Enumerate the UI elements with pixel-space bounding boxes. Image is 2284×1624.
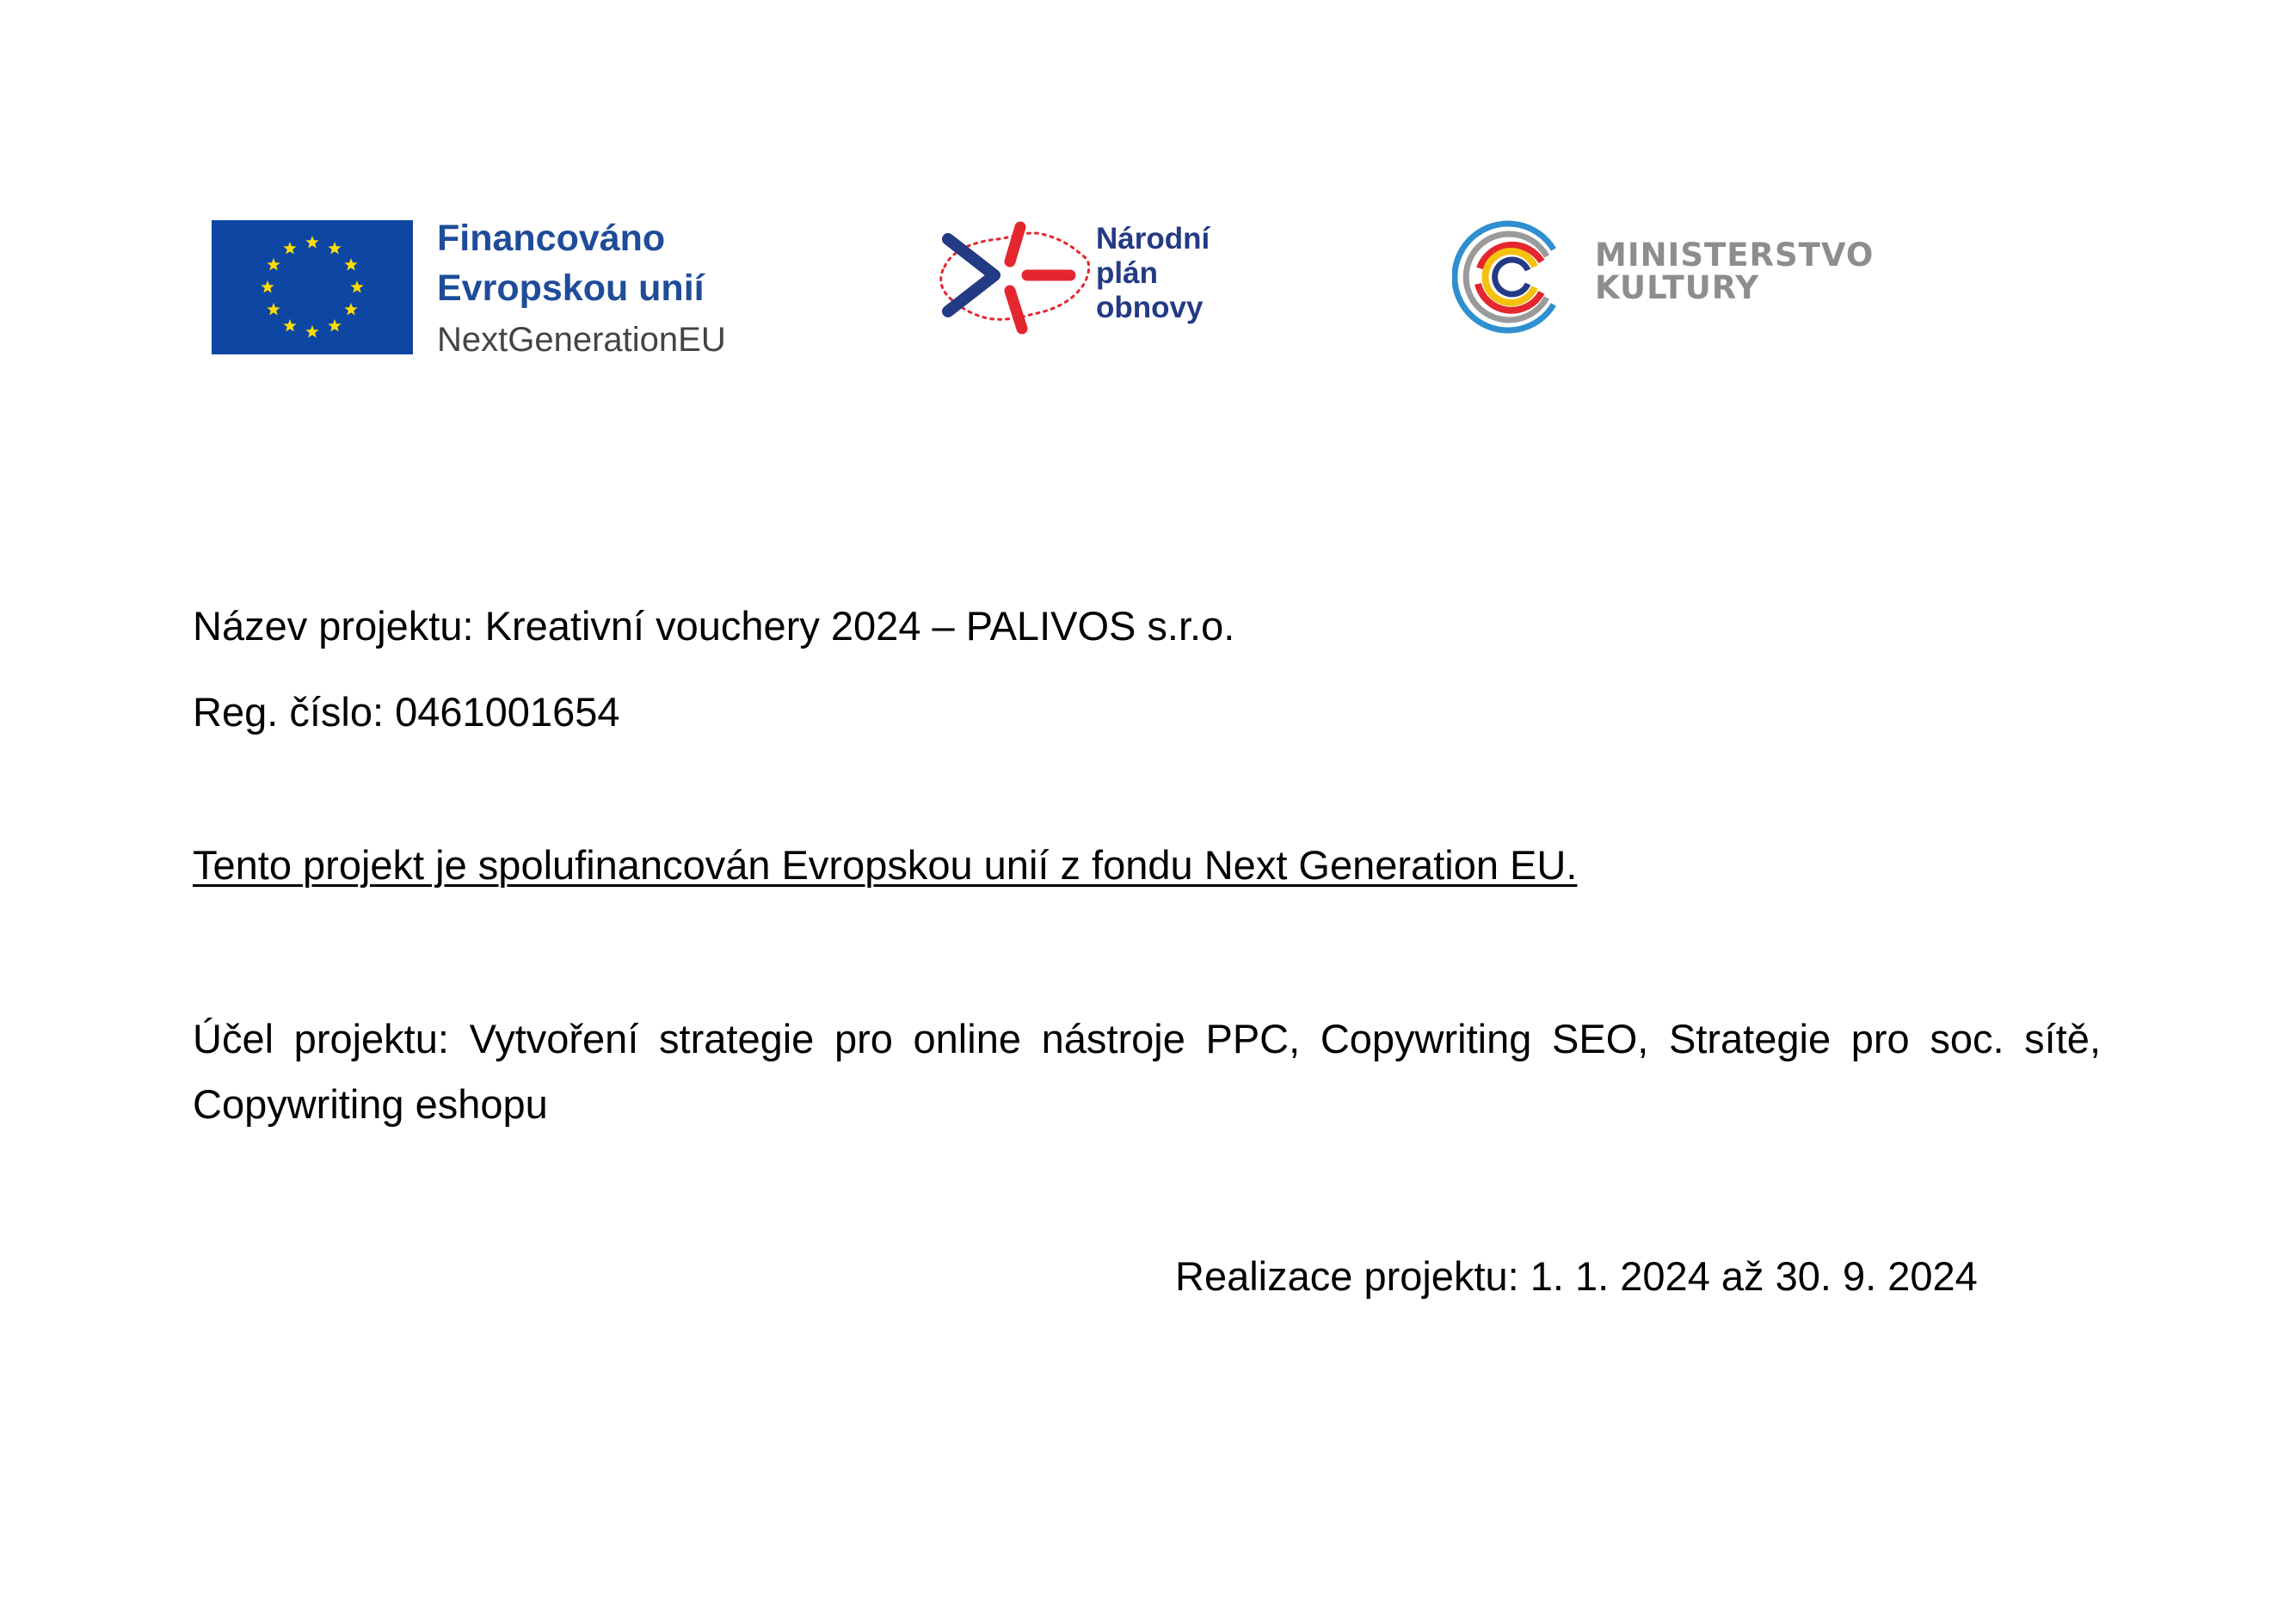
npo-logo-line2: plán [1096,256,1158,290]
eu-logo-line2: Evropskou unií [437,268,705,309]
ministry-of-culture-logo [1452,217,1875,346]
project-name: Název projektu: Kreativní vouchery 2024 – PALIVOS s.r.o. [193,603,1235,649]
eu-logo-line1: Financováno [437,218,666,259]
npo-logo-line1: Národní [1096,222,1210,255]
npo-logo-text [1096,222,1210,325]
npo-logo-line3: obnovy [1096,291,1204,324]
project-purpose: Účel projektu: Vytvoření strategie pro online nástroje PPC, Copywriting SEO, Strategie pro soc. sítě, Copywriting eshopu [193,1016,2101,1127]
registration-number: Reg. číslo: 0461001654 [193,689,620,735]
eu-flag-icon [212,220,413,354]
eu-logo-line3: NextGenerationEU [437,321,726,359]
npo-emblem-icon [927,213,1096,342]
funding-statement: Tento projekt je spolufinancován Evropskou unií z fondu Next Generation EU. [193,842,1578,888]
ministry-logo-line1: MINISTERSTVO [1595,237,1875,274]
ministry-emblem-icon [1452,217,1573,337]
eu-funding-logo [212,213,771,368]
ministry-logo-line2: KULTURY [1595,269,1760,306]
project-realization-period: Realizace projektu: 1. 1. 2024 až 30. 9. 2024 [1175,1253,1978,1299]
ministry-logo-text [1595,239,1874,304]
eu-logo-text [437,213,726,366]
npo-logo [927,213,1237,342]
